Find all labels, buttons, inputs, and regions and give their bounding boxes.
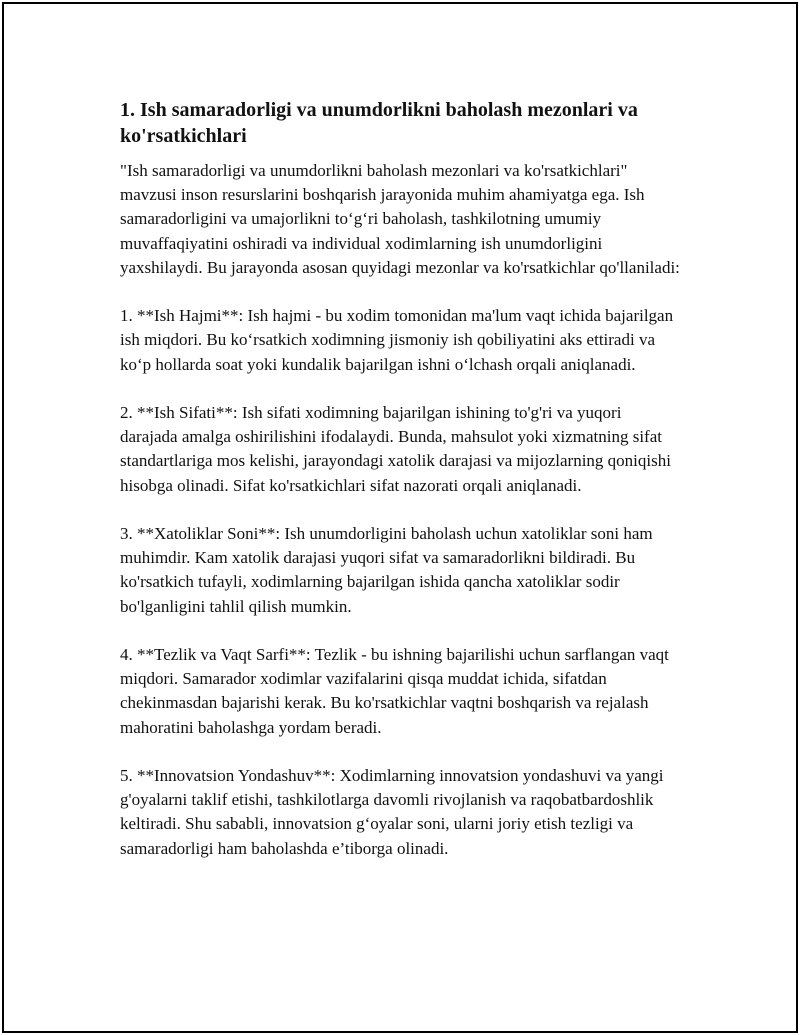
document-title: 1. Ish samaradorligi va unumdorlikni baholash mezonlari va ko'rsatkichlari xyxy=(120,99,638,147)
criterion-work-volume: 1. **Ish Hajmi**: Ish hajmi - bu xodim tomonidan ma'lum vaqt ichida bajarilgan ish miqdori. Bu ko‘rsatkich xodimning jismoniy ish qobiliyatini aks ettiradi va ko‘p hollarda soat yoki kundalik bajarilgan ishni o‘lchash orqali aniqlanadi. xyxy=(120,306,674,374)
criterion-innovation: 5. **Innovatsion Yondashuv**: Xodimlarning innovatsion yondashuvi va yangi g'oyalarni taklif etishi, tashkilotlarga davomli rivojlanish va raqobatbardoshlik keltiradi. Shu sababli, innovatsion g‘oyalar soni, ularni joriy etish tezligi va samaradorligi ham baholashda e’tiborga olinadi. xyxy=(120,766,664,858)
criterion-speed-time: 4. **Tezlik va Vaqt Sarfi**: Tezlik - bu ishning bajarilishi uchun sarflangan vaqt miqdori. Samarador xodimlar vazifalarini qisqa muddat ichida, sifatdan chekinmasdan bajarishi kerak. Bu ko'rsatkichlar vaqtni boshqarish va rejalash mahoratini baholashga yordam beradi. xyxy=(120,645,669,737)
criterion-error-count: 3. **Xatoliklar Soni**: Ish unumdorligini baholash uchun xatoliklar soni ham muhimdir. Kam xatolik darajasi yuqori sifat va samaradorlikni bildiradi. Bu ko'rsatkich tufayli, xodimlarning bajarilgan ishida qancha xatoliklar sodir bo'lganligini tahlil qilish mumkin. xyxy=(120,524,653,616)
intro-paragraph: "Ish samaradorligi va unumdorlikni baholash mezonlari va ko'rsatkichlari" mavzusi inson resurslarini boshqarish jarayonida muhim ahamiyatga ega. Ish samaradorligini va umajorlikni to‘g‘ri baholash, tashkilotning umumiy muvaffaqiyatini oshiradi va individual xodimlarning ish unumdorligini yaxshilaydi. Bu jarayonda asosan quyidagi mezonlar va ko'rsatkichlar qo'llaniladi: xyxy=(120,161,680,277)
document-body xyxy=(120,97,680,885)
criterion-work-quality: 2. **Ish Sifati**: Ish sifati xodimning bajarilgan ishining to'g'ri va yuqori darajada amalga oshirilishini ifodalaydi. Bunda, mahsulot yoki xizmatning sifat standartlariga mos kelishi, jarayondagi xatolik darajasi va mijozlarning qoniqishi hisobga olinadi. Sifat ko'rsatkichlari sifat nazorati orqali aniqlanadi. xyxy=(120,403,671,495)
page-frame xyxy=(2,2,798,1033)
